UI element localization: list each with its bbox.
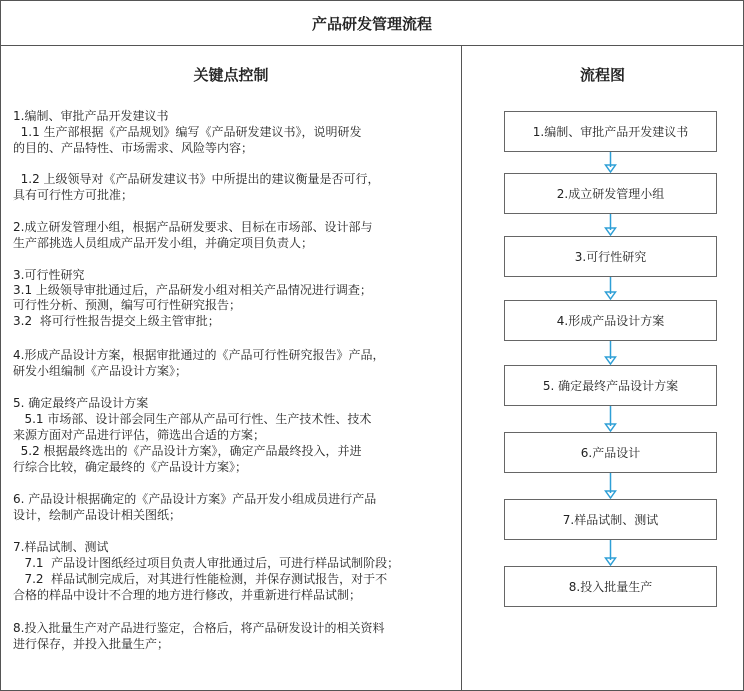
flow-step-7: 7.样品试制、测试 bbox=[504, 499, 717, 540]
flow-step-2: 2.成立研发管理小组 bbox=[504, 173, 717, 214]
key-point-line: 的目的、产品特性、市场需求、风险等内容； bbox=[13, 141, 254, 155]
key-point-line: 3.可行性研究 bbox=[13, 268, 85, 282]
key-point-line: 3.2 将可行性报告提交上级主管审批； bbox=[13, 314, 220, 328]
key-point-line: 7.1 产品设计图纸经过项目负责人审批通过后，可进行样品试制阶段； bbox=[13, 556, 400, 570]
key-point-line: 可行性分析、预测，编写可行性研究报告； bbox=[13, 298, 242, 312]
key-point-line: 6. 产品设计根据确定的《产品设计方案》产品开发小组成员进行产品 bbox=[13, 492, 377, 506]
key-point-line: 具有可行性方可批准； bbox=[13, 188, 134, 202]
key-point-line: 7.样品试制、测试 bbox=[13, 540, 109, 554]
key-points-header: 关键点控制 bbox=[193, 65, 269, 84]
flow-step-8: 8.投入批量生产 bbox=[504, 566, 717, 607]
key-point-line: 7.2 样品试制完成后，对其进行性能检测，并保存测试报告，对于不 bbox=[13, 572, 388, 586]
key-point-line: 3.1 上级领导审批通过后，产品研发小组对相关产品情况进行调查； bbox=[13, 283, 372, 297]
key-point-line: 进行保存，并投入批量生产； bbox=[13, 637, 170, 651]
key-point-line: 生产部挑选人员组成产品开发小组，并确定项目负责人； bbox=[13, 236, 314, 250]
flow-step-1: 1.编制、审批产品开发建议书 bbox=[504, 111, 717, 152]
key-point-line: 5.1 市场部、设计部会同生产部从产品可行性、生产技术性、技术 bbox=[13, 412, 372, 426]
key-point-line: 5.2 根据最终选出的《产品设计方案》，确定产品最终投入，并进 bbox=[13, 444, 362, 458]
flowchart-header: 流程图 bbox=[579, 65, 625, 84]
flow-step-4: 4.形成产品设计方案 bbox=[504, 300, 717, 341]
key-point-line: 2.成立研发管理小组，根据产品研发要求、目标在市场部、设计部与 bbox=[13, 220, 373, 234]
key-point-line: 设计，绘制产品设计相关图纸； bbox=[13, 508, 182, 522]
key-point-line: 4.形成产品设计方案，根据审批通过的《产品可行性研究报告》产品， bbox=[13, 348, 385, 362]
key-point-line: 合格的样品中设计不合理的地方进行修改，并重新进行样品试制； bbox=[13, 588, 362, 602]
key-point-line: 8.投入批量生产对产品进行鉴定，合格后，将产品研发设计的相关资料 bbox=[13, 621, 385, 635]
page-title: 产品研发管理流程 bbox=[1, 1, 743, 46]
flow-step-6: 6.产品设计 bbox=[504, 432, 717, 473]
key-point-line: 来源方面对产品进行评估，筛选出合适的方案； bbox=[13, 428, 266, 442]
key-point-line: 1.2 上级领导对《产品研发建议书》中所提出的建议衡量是否可行， bbox=[13, 172, 380, 186]
key-point-line: 研发小组编制《产品设计方案》； bbox=[13, 364, 188, 378]
key-point-line: 1.编制、审批产品开发建议书 bbox=[13, 109, 169, 123]
flow-step-3: 3.可行性研究 bbox=[504, 236, 717, 277]
key-point-line: 5. 确定最终产品设计方案 bbox=[13, 396, 149, 410]
flow-step-5: 5. 确定最终产品设计方案 bbox=[504, 365, 717, 406]
key-point-line: 行综合比较，确定最终的《产品设计方案》； bbox=[13, 460, 248, 474]
key-point-line: 1.1 生产部根据《产品规划》编写《产品研发建议书》，说明研发 bbox=[13, 125, 362, 139]
